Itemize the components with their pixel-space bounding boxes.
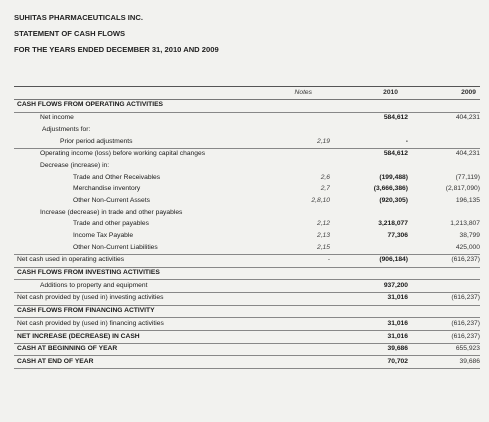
row-value-2010: 31,016 <box>330 318 408 331</box>
row-label: Trade and Other Receivables <box>73 173 161 181</box>
row-label: CASH AT BEGINNING OF YEAR <box>14 343 250 356</box>
row-value-2010: - <box>330 136 408 148</box>
row-label: Merchandise inventory <box>73 185 141 193</box>
row-label: Other Non-Current Assets <box>73 196 150 204</box>
row-label: CASH FLOWS FROM FINANCING ACTIVITY <box>14 305 250 318</box>
table-row <box>14 242 480 254</box>
row-value-2009: 38,799 <box>459 232 480 240</box>
row-label: Adjustments for: <box>42 125 91 133</box>
row-value-2009: (77,119) <box>455 173 480 181</box>
row-label: Additions to property and equipment <box>14 280 250 293</box>
row-label: Prior period adjustments <box>14 136 250 148</box>
subtotal-row <box>14 254 480 267</box>
statement-title: STATEMENT OF CASH FLOWS <box>14 29 126 38</box>
total-row <box>14 331 480 344</box>
row-notes <box>250 318 330 331</box>
table-row <box>14 219 480 231</box>
row-value-2010: (920,305) <box>379 196 408 204</box>
section-heading-row <box>14 100 480 113</box>
row-notes <box>250 148 330 160</box>
row-value-2010: (3,666,386) <box>373 185 408 193</box>
row-notes <box>250 343 330 356</box>
section-heading-row <box>14 267 480 280</box>
row-notes <box>250 100 330 113</box>
row-notes: 2,12 <box>316 220 330 228</box>
row-value-2010: 31,016 <box>330 331 408 344</box>
row-notes <box>250 112 330 124</box>
row-value-2009: (2,817,090) <box>445 185 480 193</box>
row-label: Increase (decrease) in trade and other payables <box>40 208 183 216</box>
row-notes: 2,6 <box>320 173 330 181</box>
row-value-2009: (616,237) <box>408 331 480 344</box>
row-value-2009 <box>408 267 480 280</box>
row-label: Income Tax Payable <box>73 232 134 240</box>
row-value-2009: (616,237) <box>408 293 480 306</box>
row-notes <box>250 331 330 344</box>
row-value-2010 <box>330 267 408 280</box>
row-value-2009 <box>408 160 480 172</box>
row-value-2010: 70,702 <box>330 356 408 369</box>
row-label: Net cash provided by (used in) investing activities <box>14 293 250 306</box>
table-row <box>14 160 480 172</box>
row-value-2010 <box>330 305 408 318</box>
row-value-2010: (906,184) <box>330 254 408 267</box>
row-notes <box>250 207 330 219</box>
row-value-2009 <box>408 305 480 318</box>
table-row <box>14 196 480 208</box>
row-label: Net cash used in operating activities <box>14 254 250 267</box>
row-notes <box>250 267 330 280</box>
row-notes <box>250 124 330 136</box>
row-value-2010 <box>330 207 408 219</box>
row-value-2010: 584,612 <box>383 150 408 158</box>
row-label: Net cash provided by (used in) financing activities <box>14 318 250 331</box>
row-label: CASH FLOWS FROM INVESTING ACTIVITIES <box>14 267 250 280</box>
table-row <box>14 184 480 196</box>
table-row <box>14 231 480 243</box>
table-row <box>14 148 480 160</box>
row-value-2009: 404,231 <box>455 114 480 122</box>
row-value-2010: 31,016 <box>330 293 408 306</box>
row-notes: 2,8,10 <box>311 196 330 204</box>
table-row <box>14 112 480 124</box>
table-row <box>14 207 480 219</box>
row-value-2009: 655,923 <box>408 343 480 356</box>
row-value-2009: 404,231 <box>455 150 480 158</box>
row-value-2009: (616,237) <box>408 318 480 331</box>
row-notes: 2,19 <box>250 136 330 148</box>
row-value-2009: 196,135 <box>455 196 480 204</box>
table-row <box>14 280 480 293</box>
row-notes: 2,15 <box>250 242 330 254</box>
row-label: CASH AT END OF YEAR <box>14 356 250 369</box>
row-value-2010 <box>330 160 408 172</box>
year-2010-column-header: 2010 <box>330 87 408 100</box>
column-header-row <box>14 87 480 100</box>
cash-flow-table <box>14 86 480 369</box>
row-value-2010: 39,686 <box>330 343 408 356</box>
year-2009-column-header: 2009 <box>408 87 480 100</box>
row-label: Net income <box>40 114 74 122</box>
row-value-2009 <box>408 124 480 136</box>
row-notes <box>250 356 330 369</box>
row-label: Operating income (loss) before working capital changes <box>40 150 206 158</box>
row-value-2009 <box>408 207 480 219</box>
row-value-2009: 1,213,807 <box>450 220 480 228</box>
row-notes <box>250 305 330 318</box>
row-notes: - <box>250 254 330 267</box>
row-value-2009: 39,686 <box>408 356 480 369</box>
row-value-2009: 425,000 <box>408 242 480 254</box>
row-value-2010: 3,218,077 <box>378 220 408 228</box>
total-row <box>14 356 480 369</box>
statement-period: FOR THE YEARS ENDED DECEMBER 31, 2010 AND 2009 <box>14 45 219 54</box>
row-value-2009: (616,237) <box>408 254 480 267</box>
row-value-2010: 77,306 <box>387 232 408 240</box>
row-value-2009 <box>408 100 480 113</box>
row-notes: 2,7 <box>320 185 330 193</box>
row-value-2010 <box>330 242 408 254</box>
row-value-2010 <box>330 100 408 113</box>
subtotal-row <box>14 318 480 331</box>
row-label: NET INCREASE (DECREASE) IN CASH <box>14 331 250 344</box>
row-label: Other Non-Current Liabilities <box>14 242 250 254</box>
table-row <box>14 124 480 136</box>
row-value-2010 <box>330 124 408 136</box>
row-value-2009 <box>408 280 480 293</box>
table-row <box>14 136 480 148</box>
section-heading-row <box>14 305 480 318</box>
table-row <box>14 172 480 184</box>
company-name: SUHITAS PHARMACEUTICALS INC. <box>14 13 143 22</box>
label-column-header <box>14 87 250 100</box>
row-value-2010: 937,200 <box>330 280 408 293</box>
total-row <box>14 343 480 356</box>
row-label: Trade and other payables <box>73 220 149 228</box>
row-notes: 2,13 <box>316 232 330 240</box>
row-notes <box>250 160 330 172</box>
row-notes <box>250 293 330 306</box>
row-value-2009 <box>408 136 480 148</box>
row-value-2010: (199,488) <box>379 173 408 181</box>
row-label: Decrease (increase) in: <box>40 161 110 169</box>
row-value-2010: 584,612 <box>383 114 408 122</box>
row-notes <box>250 280 330 293</box>
notes-column-header: Notes <box>250 87 330 100</box>
row-label: CASH FLOWS FROM OPERATING ACTIVITIES <box>14 100 250 113</box>
subtotal-row <box>14 293 480 306</box>
